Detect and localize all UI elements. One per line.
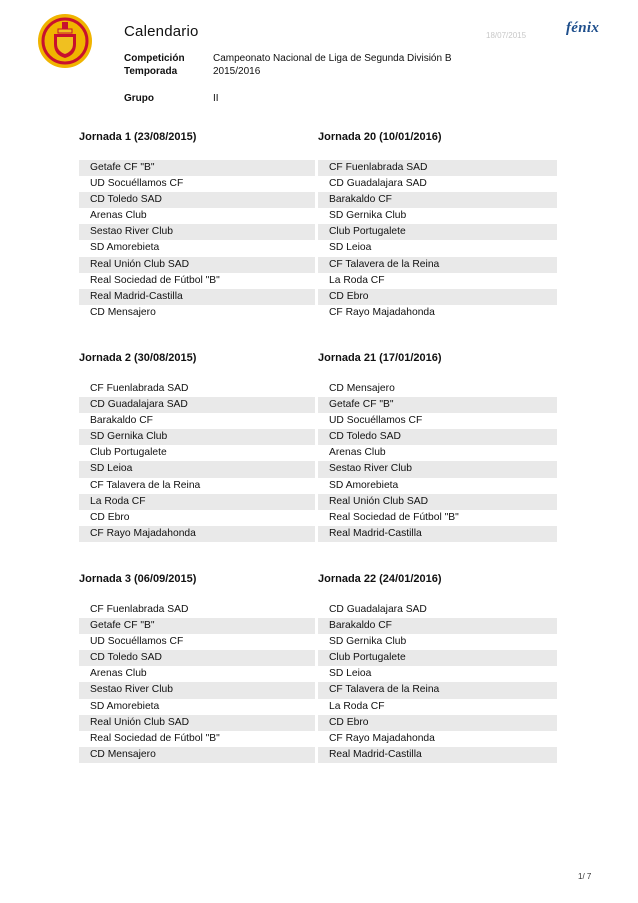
fenix-brand-logo: fénix <box>566 20 600 36</box>
team-row: Sestao River Club <box>318 461 557 477</box>
team-row: CD Toledo SAD <box>79 192 315 208</box>
matchday-heading: Jornada 22 (24/01/2016) <box>318 573 442 585</box>
team-row: Arenas Club <box>318 445 557 461</box>
team-row: Real Madrid-Castilla <box>318 747 557 763</box>
team-row: CF Fuenlabrada SAD <box>318 160 557 176</box>
team-row: Real Unión Club SAD <box>79 715 315 731</box>
matchday-heading: Jornada 3 (06/09/2015) <box>79 573 197 585</box>
matchday-section <box>79 130 557 320</box>
matchday-heading: Jornada 21 (17/01/2016) <box>318 352 442 364</box>
team-row: UD Socuéllamos CF <box>79 176 315 192</box>
team-row: Arenas Club <box>79 208 315 224</box>
matchday-heading: Jornada 2 (30/08/2015) <box>79 352 197 364</box>
team-row: Getafe CF "B" <box>318 397 557 413</box>
team-row: Real Sociedad de Fútbol "B" <box>79 731 315 747</box>
team-row: CF Fuenlabrada SAD <box>79 602 315 618</box>
team-row: UD Socuéllamos CF <box>79 634 315 650</box>
team-row: CF Talavera de la Reina <box>318 257 557 273</box>
team-row: Barakaldo CF <box>318 192 557 208</box>
team-row: CD Guadalajara SAD <box>318 176 557 192</box>
matchday-column <box>318 351 557 542</box>
document-title: Calendario <box>124 23 199 40</box>
team-row: Sestao River Club <box>79 682 315 698</box>
team-row: CD Ebro <box>79 510 315 526</box>
print-date: 18/07/2015 <box>486 31 527 40</box>
matchday-section <box>79 351 557 541</box>
team-row: Real Madrid-Castilla <box>79 289 315 305</box>
matchday-heading: Jornada 20 (10/01/2016) <box>318 131 442 143</box>
meta-competition-label: Competición <box>124 53 185 64</box>
team-row: SD Amorebieta <box>318 478 557 494</box>
team-row: La Roda CF <box>318 273 557 289</box>
team-row: Real Sociedad de Fútbol "B" <box>318 510 557 526</box>
team-row: Real Sociedad de Fútbol "B" <box>79 273 315 289</box>
team-row: Barakaldo CF <box>318 618 557 634</box>
meta-group-value: II <box>213 93 219 104</box>
team-row: La Roda CF <box>318 699 557 715</box>
team-row: CF Talavera de la Reina <box>318 682 557 698</box>
team-row: SD Amorebieta <box>79 240 315 256</box>
team-row: Real Unión Club SAD <box>79 257 315 273</box>
team-row: SD Gernika Club <box>79 429 315 445</box>
matchday-section <box>79 572 557 762</box>
meta-group-label: Grupo <box>124 93 154 104</box>
team-row: CF Fuenlabrada SAD <box>79 381 315 397</box>
team-row: Club Portugalete <box>79 445 315 461</box>
team-row: CF Talavera de la Reina <box>79 478 315 494</box>
team-row: La Roda CF <box>79 494 315 510</box>
team-row: Real Unión Club SAD <box>318 494 557 510</box>
team-row: SD Leioa <box>318 240 557 256</box>
meta-competition-value: Campeonato Nacional de Liga de Segunda División B <box>213 53 452 64</box>
meta-season-label: Temporada <box>124 66 178 77</box>
team-row: CD Guadalajara SAD <box>318 602 557 618</box>
team-row: CD Mensajero <box>79 747 315 763</box>
team-row: Real Madrid-Castilla <box>318 526 557 542</box>
team-row: Arenas Club <box>79 666 315 682</box>
matchday-column <box>318 130 557 321</box>
team-row: CD Toledo SAD <box>318 429 557 445</box>
matchday-column <box>79 572 315 763</box>
team-row: CD Ebro <box>318 289 557 305</box>
team-row: Getafe CF "B" <box>79 160 315 176</box>
team-row: CD Toledo SAD <box>79 650 315 666</box>
federation-crest-logo <box>36 12 94 70</box>
team-row: SD Amorebieta <box>79 699 315 715</box>
team-row: UD Socuéllamos CF <box>318 413 557 429</box>
team-row: CD Guadalajara SAD <box>79 397 315 413</box>
team-row: Barakaldo CF <box>79 413 315 429</box>
team-row: CD Ebro <box>318 715 557 731</box>
team-row: SD Leioa <box>318 666 557 682</box>
matchday-column <box>318 572 557 763</box>
team-row: Club Portugalete <box>318 650 557 666</box>
meta-season-value: 2015/2016 <box>213 66 261 77</box>
team-row: Getafe CF "B" <box>79 618 315 634</box>
team-row: Club Portugalete <box>318 224 557 240</box>
page-number: 1/ 7 <box>578 872 592 881</box>
team-row: Sestao River Club <box>79 224 315 240</box>
team-row: CF Rayo Majadahonda <box>318 731 557 747</box>
matchday-column <box>79 130 315 321</box>
matchday-heading: Jornada 1 (23/08/2015) <box>79 131 197 143</box>
team-row: CD Mensajero <box>79 305 315 321</box>
team-row: SD Gernika Club <box>318 634 557 650</box>
team-row: SD Gernika Club <box>318 208 557 224</box>
team-row: CF Rayo Majadahonda <box>318 305 557 321</box>
matchday-column <box>79 351 315 542</box>
team-row: CD Mensajero <box>318 381 557 397</box>
team-row: CF Rayo Majadahonda <box>79 526 315 542</box>
team-row: SD Leioa <box>79 461 315 477</box>
